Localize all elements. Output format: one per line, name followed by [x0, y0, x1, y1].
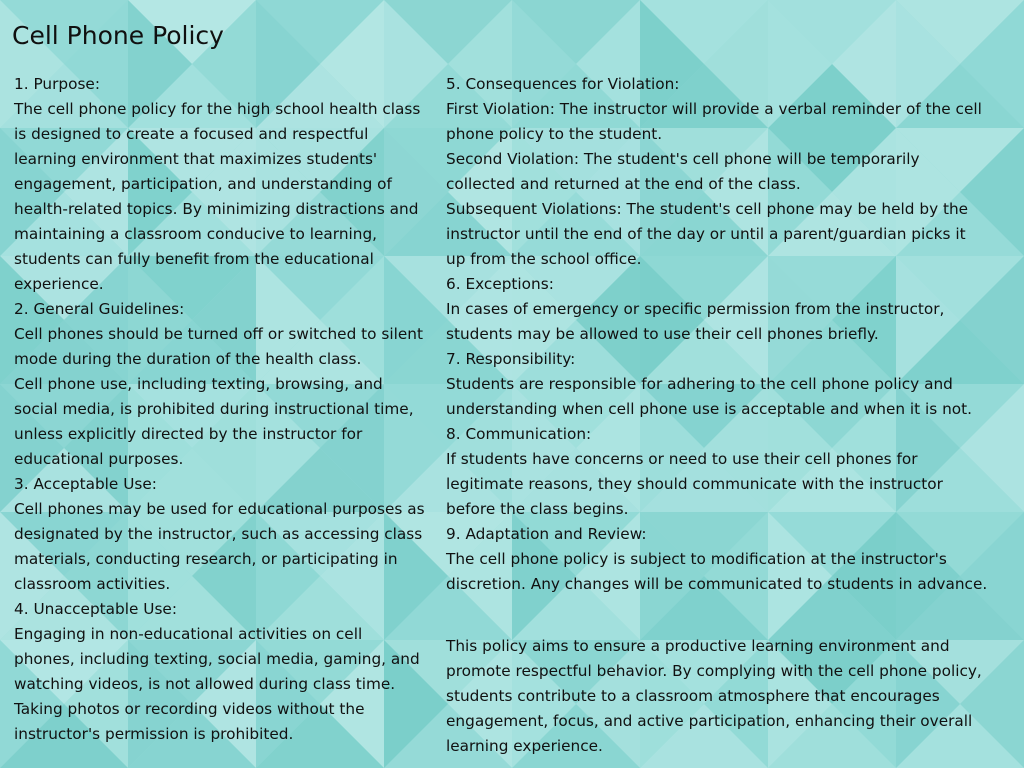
policy-line: 2. General Guidelines:	[14, 300, 185, 318]
policy-line: Cell phones may be used for educational purposes as	[14, 500, 425, 518]
policy-line: Students are responsible for adhering to the cell phone policy and	[446, 375, 953, 393]
policy-line: instructor's permission is prohibited.	[14, 725, 294, 743]
left-column	[14, 72, 445, 747]
policy-line: maintaining a classroom conducive to learning,	[14, 225, 378, 243]
policy-line: health-related topics. By minimizing distractions and	[14, 200, 419, 218]
policy-line: learning environment that maximizes students'	[14, 150, 378, 168]
policy-line: legitimate reasons, they should communicate with the instructor	[446, 475, 943, 493]
policy-line: 3. Acceptable Use:	[14, 475, 157, 493]
policy-line: instructor until the end of the day or until a parent/guardian picks it	[446, 225, 966, 243]
policy-line: social media, is prohibited during instructional time,	[14, 400, 414, 418]
policy-line: materials, conducting research, or participating in	[14, 550, 398, 568]
policy-line: 9. Adaptation and Review:	[446, 525, 647, 543]
policy-line: mode during the duration of the health class.	[14, 350, 362, 368]
policy-line: 4. Unacceptable Use:	[14, 600, 177, 618]
policy-line: phones, including texting, social media, gaming, and	[14, 650, 420, 668]
closing-line: engagement, focus, and active participation, enhancing their overall	[446, 712, 973, 730]
policy-line: Engaging in non-educational activities on cell	[14, 625, 363, 643]
policy-line: 8. Communication:	[446, 425, 592, 443]
closing-line: learning experience.	[446, 737, 603, 755]
policy-line: 7. Responsibility:	[446, 350, 576, 368]
policy-line: In cases of emergency or specific permission from the instructor,	[446, 300, 945, 318]
policy-line: watching videos, is not allowed during class time.	[14, 675, 396, 693]
policy-line: collected and returned at the end of the class.	[446, 175, 801, 193]
closing-line: students contribute to a classroom atmosphere that encourages	[446, 687, 940, 705]
policy-line: students can fully benefit from the educational	[14, 250, 374, 268]
policy-line: 1. Purpose:	[14, 75, 101, 93]
policy-line: is designed to create a focused and respectful	[14, 125, 369, 143]
policy-line: The cell phone policy for the high school health class	[14, 100, 421, 118]
right-column	[446, 72, 1020, 597]
policy-line: If students have concerns or need to use their cell phones for	[446, 450, 918, 468]
policy-line: experience.	[14, 275, 104, 293]
policy-line: classroom activities.	[14, 575, 171, 593]
policy-line: understanding when cell phone use is acceptable and when it is not.	[446, 400, 973, 418]
policy-line: students may be allowed to use their cell phones briefly.	[446, 325, 879, 343]
policy-line: unless explicitly directed by the instructor for	[14, 425, 363, 443]
policy-line: phone policy to the student.	[446, 125, 663, 143]
closing-paragraph	[446, 634, 1020, 759]
policy-line: Taking photos or recording videos without the	[14, 700, 365, 718]
closing-line: This policy aims to ensure a productive learning environment and	[446, 637, 950, 655]
policy-line: discretion. Any changes will be communicated to students in advance.	[446, 575, 988, 593]
policy-line: Cell phones should be turned off or switched to silent	[14, 325, 423, 343]
closing-line: promote respectful behavior. By complying with the cell phone policy,	[446, 662, 982, 680]
policy-line: 6. Exceptions:	[446, 275, 554, 293]
page-title: Cell Phone Policy	[12, 21, 224, 50]
policy-line: First Violation: The instructor will provide a verbal reminder of the cell	[446, 100, 982, 118]
policy-line: Subsequent Violations: The student's cell phone may be held by the	[446, 200, 969, 218]
policy-line: educational purposes.	[14, 450, 184, 468]
policy-line: before the class begins.	[446, 500, 629, 518]
policy-line: 5. Consequences for Violation:	[446, 75, 680, 93]
policy-line: Cell phone use, including texting, browsing, and	[14, 375, 383, 393]
policy-line: The cell phone policy is subject to modification at the instructor's	[446, 550, 947, 568]
policy-line: engagement, participation, and understanding of	[14, 175, 392, 193]
policy-line: designated by the instructor, such as accessing class	[14, 525, 423, 543]
policy-line: up from the school office.	[446, 250, 642, 268]
policy-line: Second Violation: The student's cell phone will be temporarily	[446, 150, 920, 168]
